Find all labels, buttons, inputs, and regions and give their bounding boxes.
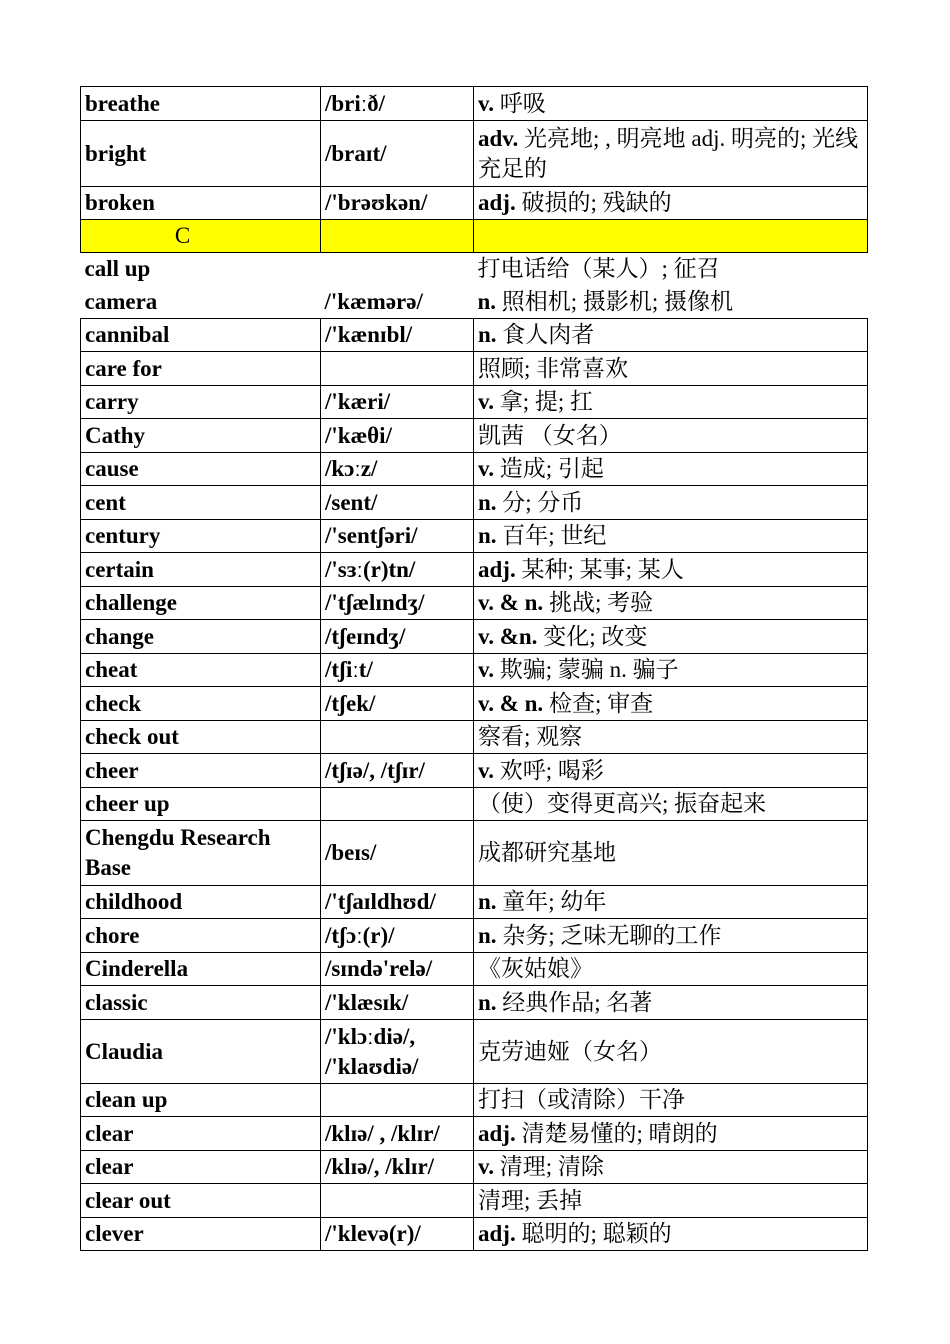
meaning-text: 某种; 某事; 某人 <box>521 556 684 582</box>
phonetic-cell <box>321 220 474 253</box>
word-cell: clever <box>81 1218 321 1251</box>
meaning-text: 分; 分币 <box>502 489 584 515</box>
phonetic-cell: /'klæsɪk/ <box>321 986 474 1020</box>
vocab-row <box>81 754 868 788</box>
vocab-row <box>81 1117 868 1151</box>
vocab-row <box>81 319 868 352</box>
phonetic-cell: /klɪə/, /klɪr/ <box>321 1151 474 1184</box>
meaning-cell <box>474 654 868 687</box>
word-cell: challenge <box>81 587 321 620</box>
meaning-text: 聪明的; 聪颖的 <box>521 1221 672 1246</box>
word-cell: clean up <box>81 1084 321 1117</box>
word-cell: cheer <box>81 754 321 788</box>
meaning-text: 食人肉者 <box>502 322 595 347</box>
phonetic-cell: /'tʃælɪndʒ/ <box>321 587 474 620</box>
word-cell: check out <box>81 721 321 754</box>
word-cell: cent <box>81 486 321 520</box>
word-cell: century <box>81 520 321 553</box>
phonetic-cell <box>321 352 474 386</box>
vocab-row <box>81 886 868 919</box>
part-of-speech: n. <box>478 523 497 548</box>
vocab-row <box>81 352 868 386</box>
part-of-speech: n. <box>477 288 497 314</box>
meaning-text: 清理; 丢掉 <box>478 1187 583 1213</box>
meaning-cell <box>474 553 868 587</box>
word-cell: classic <box>81 986 321 1020</box>
word-cell: camera <box>84 288 158 314</box>
part-of-speech: v. <box>478 456 494 481</box>
phonetic-cell <box>321 721 474 754</box>
word-cell: check <box>81 687 321 721</box>
meaning-text: 检查; 审查 <box>548 690 654 716</box>
phonetic-cell: /'brəʊkən/ <box>321 187 474 220</box>
meaning-text: 杂务; 乏味无聊的工作 <box>502 922 722 948</box>
part-of-speech: v. <box>478 1154 494 1179</box>
meaning-text: 呼吸 <box>499 90 546 116</box>
part-of-speech: v. <box>478 757 494 783</box>
part-of-speech: n. <box>478 489 497 515</box>
vocab-row <box>81 1218 868 1251</box>
meaning-cell <box>474 620 868 654</box>
word-cell: cannibal <box>81 319 321 352</box>
vocab-row <box>81 121 868 187</box>
word-cell: clear <box>81 1151 321 1184</box>
meaning-text: 清楚易懂的; 晴朗的 <box>521 1120 718 1146</box>
phonetic-cell: /'kænɪbl/ <box>321 319 474 352</box>
meaning-text: 百年; 世纪 <box>502 523 607 548</box>
meaning-text: 造成; 引起 <box>499 456 604 481</box>
phonetic-cell: /tʃek/ <box>321 687 474 721</box>
meaning-cell <box>474 986 868 1020</box>
part-of-speech: adj. <box>478 1120 516 1146</box>
phonetic-cell: /'kæθi/ <box>321 419 474 453</box>
meaning-cell <box>474 1151 868 1184</box>
vocab-row <box>81 486 868 520</box>
phonetic-cell <box>321 1184 474 1218</box>
vocab-row <box>81 419 868 453</box>
phonetic-cell: /klɪə/ , /klɪr/ <box>321 1117 474 1151</box>
vocab-row <box>81 620 868 654</box>
word-cell: Claudia <box>81 1020 321 1084</box>
part-of-speech: adj. <box>478 190 516 215</box>
section-letter: C <box>81 220 321 253</box>
word-cell: broken <box>81 187 321 220</box>
meaning-cell <box>474 1184 868 1218</box>
word-cell: change <box>81 620 321 654</box>
meaning-text: 《灰姑娘》 <box>478 956 593 981</box>
vocab-row <box>81 386 868 419</box>
word-cell: breathe <box>81 87 321 121</box>
meaning-text: 照相机; 摄影机; 摄像机 <box>501 288 734 314</box>
meaning-cell <box>474 319 868 352</box>
part-of-speech: v. &n. <box>478 623 538 649</box>
part-of-speech: n. <box>478 922 497 948</box>
vocab-row <box>81 187 868 220</box>
meaning-cell <box>474 386 868 419</box>
meaning-text: 欢呼; 喝彩 <box>499 757 604 783</box>
meaning-cell <box>474 821 868 886</box>
vocab-row <box>81 1151 868 1184</box>
meaning-text: 拿; 提; 扛 <box>499 389 594 414</box>
word-cell: clear out <box>81 1184 321 1218</box>
phonetic-cell: /tʃeɪndʒ/ <box>321 620 474 654</box>
meaning-cell <box>474 253 868 286</box>
meaning-text: 破损的; 残缺的 <box>521 190 672 215</box>
phonetic-cell <box>321 253 474 286</box>
meaning-cell <box>474 419 868 453</box>
part-of-speech: adj. <box>478 1221 516 1246</box>
phonetic-cell <box>321 1084 474 1117</box>
phonetic-cell: /'klevə(r)/ <box>321 1218 474 1251</box>
vocab-row <box>81 286 868 319</box>
section-header-row <box>81 220 868 253</box>
part-of-speech: v. & n. <box>478 690 544 716</box>
meaning-text: 经典作品; 名著 <box>502 989 653 1015</box>
phonetic-cell: /tʃɔː(r)/ <box>321 919 474 953</box>
vocab-row <box>81 687 868 721</box>
meaning-cell <box>474 886 868 919</box>
part-of-speech: adv. <box>478 125 519 151</box>
meaning-text: 察看; 观察 <box>478 724 583 749</box>
meaning-cell <box>474 520 868 553</box>
meaning-cell <box>474 87 868 121</box>
word-cell: carry <box>81 386 321 419</box>
meaning-text: （使）变得更高兴; 振奋起来 <box>478 791 767 816</box>
meaning-text: 童年; 幼年 <box>502 889 607 914</box>
part-of-speech: n. <box>478 889 497 914</box>
meaning-cell <box>474 919 868 953</box>
phonetic-cell: /'klɔːdiə/, /'klaʊdiə/ <box>321 1020 474 1084</box>
meaning-text: 光亮地; , 明亮地 adj. 明亮的; 光线充足的 <box>478 125 859 181</box>
part-of-speech: adj. <box>478 556 516 582</box>
vocab-row <box>81 453 868 486</box>
word-cell: bright <box>81 121 321 187</box>
word-cell: certain <box>81 553 321 587</box>
word-cell: cause <box>81 453 321 486</box>
meaning-cell <box>474 687 868 721</box>
part-of-speech: v. & n. <box>478 590 544 615</box>
phonetic-cell: /'sɜː(r)tn/ <box>321 553 474 587</box>
meaning-text: 变化; 改变 <box>543 623 648 649</box>
phonetic-cell: /'tʃaɪldhʊd/ <box>321 886 474 919</box>
phonetic-cell: /sent/ <box>321 486 474 520</box>
word-cell: care for <box>81 352 321 386</box>
meaning-cell <box>474 788 868 821</box>
vocab-row <box>81 788 868 821</box>
meaning-text: 成都研究基地 <box>478 840 616 865</box>
meaning-text: 克劳迪娅（女名） <box>478 1038 662 1064</box>
meaning-cell <box>474 754 868 788</box>
meaning-cell <box>474 286 868 319</box>
vocab-row <box>81 654 868 687</box>
part-of-speech: n. <box>478 322 497 347</box>
meaning-cell <box>474 486 868 520</box>
meaning-text: 打扫（或清除）干净 <box>478 1087 685 1112</box>
meaning-text: 挑战; 考验 <box>548 590 654 615</box>
phonetic-cell: /'kæri/ <box>321 386 474 419</box>
word-cell: Chengdu Research Base <box>81 821 321 886</box>
vocab-row <box>81 1084 868 1117</box>
vocab-row <box>81 520 868 553</box>
phonetic-cell: /'sentʃəri/ <box>321 520 474 553</box>
vocab-row <box>81 953 868 986</box>
vocab-row <box>81 821 868 886</box>
word-cell: childhood <box>81 886 321 919</box>
phonetic-cell: /braɪt/ <box>321 121 474 187</box>
phonetic-cell: /tʃɪə/, /tʃɪr/ <box>321 754 474 788</box>
word-cell: cheat <box>81 654 321 687</box>
vocab-row <box>81 986 868 1020</box>
word-cell: Cinderella <box>81 953 321 986</box>
word-cell: clear <box>81 1117 321 1151</box>
meaning-cell <box>474 587 868 620</box>
phonetic-cell: /sɪndə'relə/ <box>321 953 474 986</box>
meaning-text: 打电话给（某人）; 征召 <box>477 256 720 282</box>
part-of-speech: n. <box>478 989 497 1015</box>
vocab-row <box>81 553 868 587</box>
phonetic-cell: /tʃiːt/ <box>321 654 474 687</box>
vocab-row <box>81 919 868 953</box>
vocab-row <box>81 1184 868 1218</box>
word-cell: cheer up <box>81 788 321 821</box>
part-of-speech: v. <box>478 90 494 116</box>
phonetic-cell: /briːð/ <box>321 87 474 121</box>
meaning-cell <box>474 352 868 386</box>
meaning-text: 凯茜 （女名） <box>478 422 622 448</box>
phonetic-cell <box>321 788 474 821</box>
phonetic-cell: /'kæmərə/ <box>324 288 423 314</box>
meaning-text: 照顾; 非常喜欢 <box>478 355 629 381</box>
vocabulary-table <box>80 86 868 1251</box>
vocabulary-table-body <box>81 87 868 1251</box>
meaning-text: 清理; 清除 <box>499 1154 604 1179</box>
part-of-speech: v. <box>478 389 494 414</box>
word-cell: call up <box>81 253 321 286</box>
phonetic-cell: /kɔːz/ <box>321 453 474 486</box>
vocab-row <box>81 253 868 286</box>
meaning-cell <box>474 1218 868 1251</box>
meaning-cell <box>474 721 868 754</box>
meaning-cell <box>474 220 868 253</box>
meaning-cell <box>474 187 868 220</box>
meaning-cell <box>474 1020 868 1084</box>
meaning-cell <box>474 953 868 986</box>
meaning-cell <box>474 1084 868 1117</box>
word-cell: Cathy <box>81 419 321 453</box>
phonetic-cell: /beɪs/ <box>321 821 474 886</box>
meaning-cell <box>474 121 868 187</box>
vocab-row <box>81 87 868 121</box>
part-of-speech: v. <box>478 657 494 682</box>
meaning-cell <box>474 1117 868 1151</box>
vocab-row <box>81 587 868 620</box>
word-cell: chore <box>81 919 321 953</box>
vocab-row <box>81 1020 868 1084</box>
meaning-cell <box>474 453 868 486</box>
meaning-text: 欺骗; 蒙骗 n. 骗子 <box>499 657 679 682</box>
vocab-row <box>81 721 868 754</box>
